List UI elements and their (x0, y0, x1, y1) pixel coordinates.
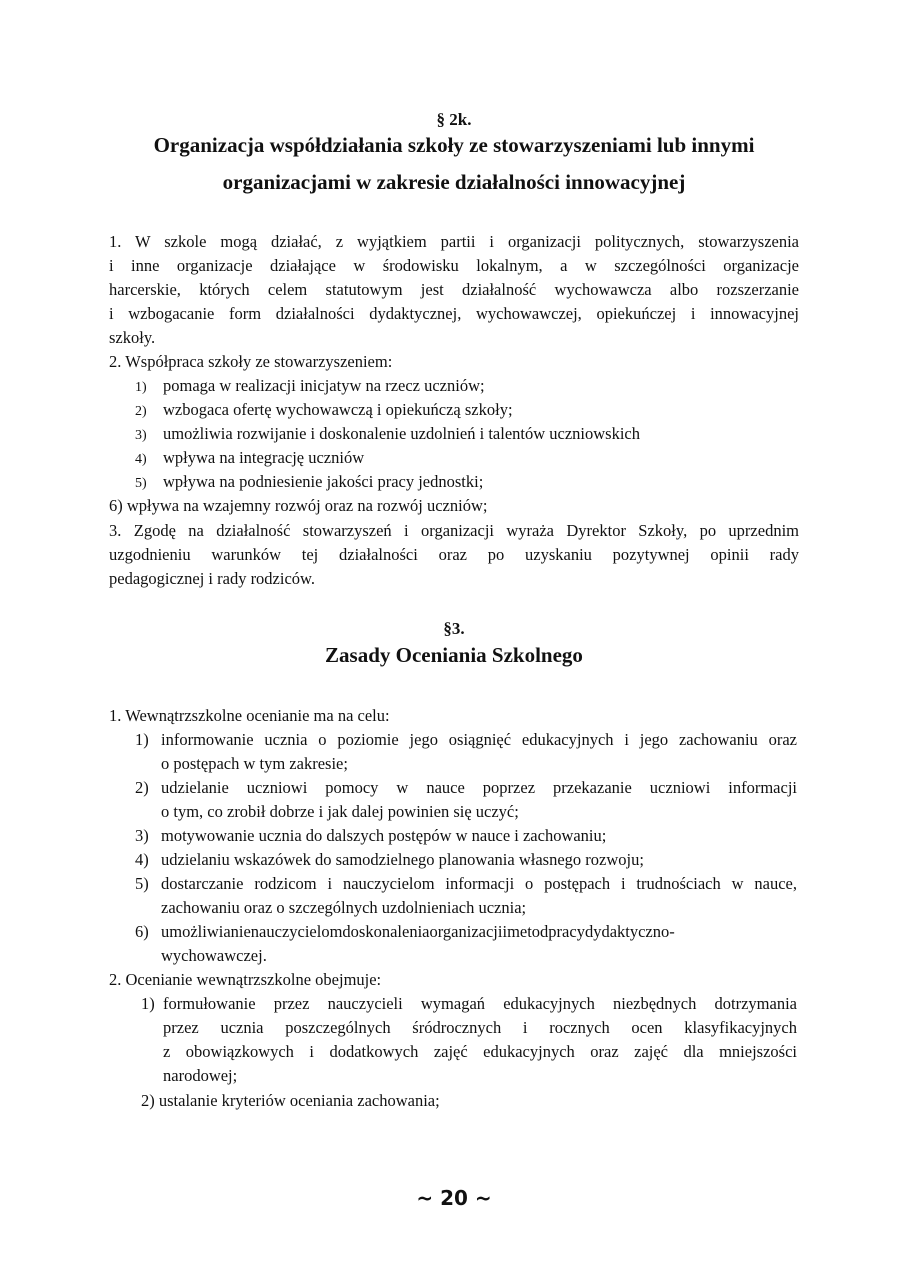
list-item-continuation: o postępach w tym zakresie; (161, 754, 348, 773)
list-item-number: 3) (135, 826, 149, 845)
list-item-continuation: wychowawczej. (161, 946, 267, 965)
list-item-text: udzielaniu wskazówek do samodzielnego planowania własnego rozwoju; (161, 850, 644, 869)
section-number: §3. (443, 619, 465, 638)
list-item-continuation: o tym, co zrobił dobrze i jak dalej powinien się uczyć; (161, 802, 519, 821)
list-item-text: umożliwia rozwijanie i doskonalenie uzdolnień i talentów uczniowskich (163, 424, 640, 443)
list-item-number: 5) (135, 476, 147, 491)
paragraph-line: i inne organizacje działające w środowisku lokalnym, a w szczególności organizacje (109, 256, 799, 275)
list-item-number: 5) (135, 874, 149, 893)
section-title: Zasady Oceniania Szkolnego (325, 643, 583, 667)
section-title-line: organizacjami w zakresie działalności innowacyjnej (222, 170, 686, 194)
list-heading: 1. Wewnątrzszkolne ocenianie ma na celu: (109, 706, 390, 725)
section-title-line: Organizacja współdziałania szkoły ze stowarzyszeniami lub innymi (153, 133, 755, 157)
list-item-number: 4) (135, 452, 147, 467)
list-item: 6) wpływa na wzajemny rozwój oraz na rozwój uczniów; (109, 496, 488, 515)
list-item-continuation: narodowej; (163, 1066, 238, 1085)
list-item (135, 398, 795, 424)
list-item-number: 2) (135, 778, 149, 797)
list-item-number: 1) (141, 994, 155, 1013)
list-item (135, 872, 797, 896)
list-item-text: motywowanie ucznia do dalszych postępów w nauce i zachowaniu; (161, 826, 607, 845)
list-item (141, 992, 797, 1016)
paragraph-line: uzgodnieniu warunków tej działalności oraz po uzyskaniu pozytywnej opinii rady (109, 545, 799, 564)
list-item-text: wpływa na podniesienie jakości pracy jednostki; (163, 472, 484, 491)
list-heading: 2. Ocenianie wewnątrzszkolne obejmuje: (109, 970, 382, 989)
list-item (135, 446, 795, 472)
paragraph-line: szkoły. (109, 328, 156, 347)
page-number: ~ 20 ~ (416, 1186, 492, 1210)
paragraph-line: harcerskie, których celem statutowym jest działalność wychowawcza albo rozszerzanie (109, 280, 799, 299)
list-item (135, 824, 797, 848)
list-item-text: wzbogaca ofertę wychowawczą i opiekuńczą szkoły; (163, 400, 513, 419)
list-item-number: 2) (135, 404, 147, 419)
paragraph-line: 1. W szkole mogą działać, z wyjątkiem partii i organizacji politycznych, stowarzyszenia (109, 232, 799, 251)
list-item (135, 728, 797, 752)
list-item-number: 4) (135, 850, 149, 869)
list-item (135, 848, 797, 872)
list-heading: 2. Współpraca szkoły ze stowarzyszeniem: (109, 352, 393, 371)
list-item (135, 470, 795, 496)
list-item-number: 1) (135, 380, 147, 395)
list-item-number: 3) (135, 428, 147, 443)
list-item-continuation: przez ucznia poszczególnych śródrocznych i rocznych ocen klasyfikacyjnych (163, 1018, 797, 1037)
list-item: 2) ustalanie kryteriów oceniania zachowania; (141, 1091, 440, 1110)
list-item-text: udzielanie uczniowi pomocy w nauce poprzez przekazanie uczniowi informacji (161, 778, 797, 797)
list-item-number: 1) (135, 730, 149, 749)
list-item-text: dostarczanie rodzicom i nauczycielom informacji o postępach i trudnościach w nauce, (161, 874, 797, 893)
list-item-text: pomaga w realizacji inicjatyw na rzecz uczniów; (163, 376, 485, 395)
list-item-text: wpływa na integrację uczniów (163, 448, 365, 467)
list-item (135, 776, 797, 800)
paragraph-line: pedagogicznej i rady rodziców. (109, 569, 316, 588)
list-item-text: formułowanie przez nauczycieli wymagań edukacyjnych niezbędnych dotrzymania (163, 994, 797, 1013)
section-number: § 2k. (436, 110, 472, 129)
list-item-number: 6) (135, 922, 149, 941)
paragraph-line: i wzbogacanie form działalności dydaktycznej, wychowawczej, opiekuńczej i innowacyjnej (109, 304, 799, 323)
list-item-text: umożliwianienauczycielomdoskonaleniaorganizacjiimetodpracydydaktyczno- (161, 922, 675, 941)
list-item (135, 920, 797, 944)
list-item-continuation: zachowaniu oraz o szczególnych uzdolnieniach ucznia; (161, 898, 527, 917)
list-item-text: informowanie ucznia o poziomie jego osiągnięć edukacyjnych i jego zachowaniu oraz (161, 730, 797, 749)
list-item (135, 374, 795, 400)
list-item (135, 422, 795, 448)
paragraph-line: 3. Zgodę na działalność stowarzyszeń i organizacji wyraża Dyrektor Szkoły, po uprzednim (109, 521, 799, 540)
list-item-continuation: z obowiązkowych i dodatkowych zajęć edukacyjnych oraz zajęć dla mniejszości (163, 1042, 797, 1061)
